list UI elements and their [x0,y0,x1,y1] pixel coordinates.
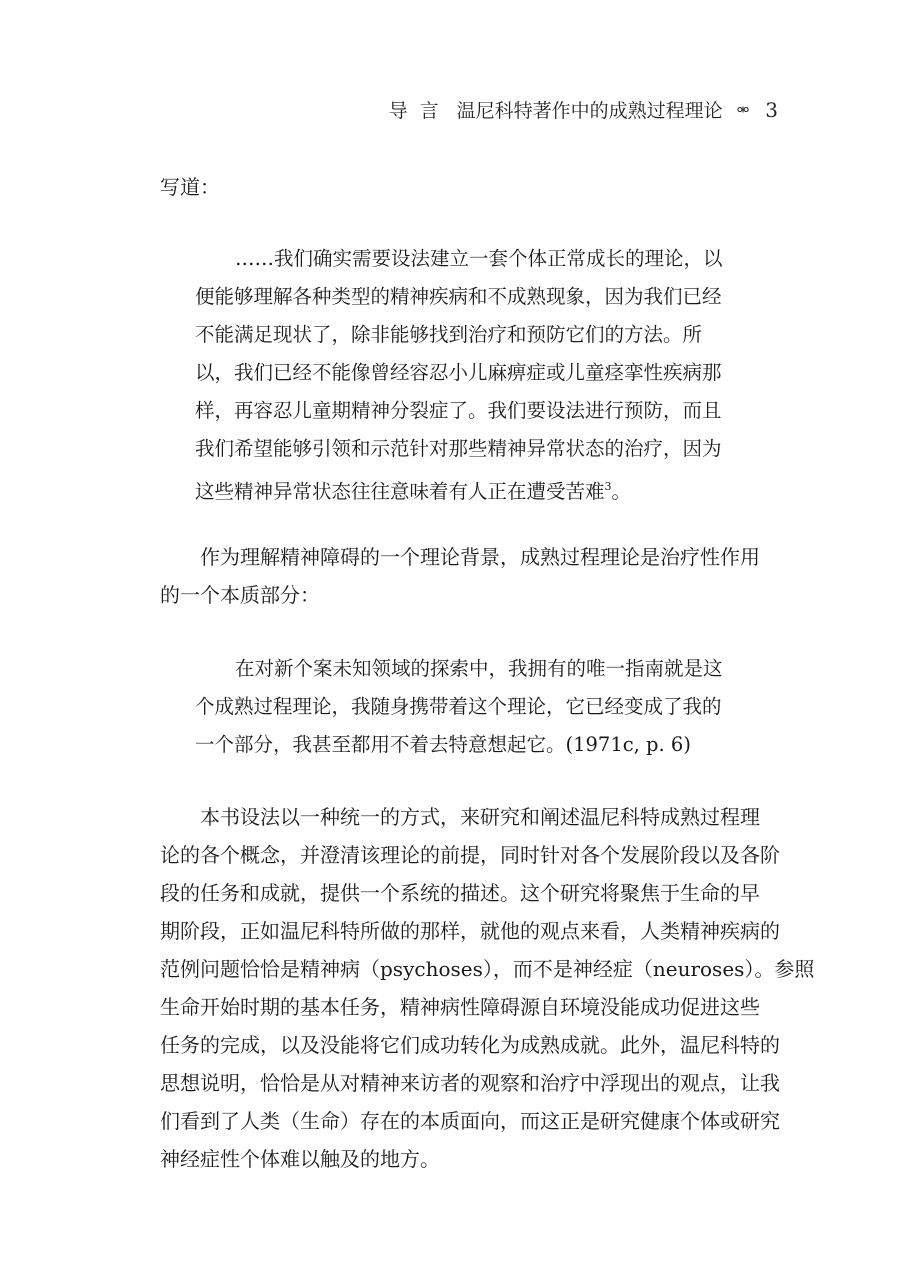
quote-line-text: 这些精神异常状态往往意味着有人正在遭受苦难 [195,480,605,503]
block-quote-2 [195,650,735,764]
page-number: 3 [765,97,778,122]
quote-line: 在对新个案未知领域的探索中，我拥有的唯一指南就是这 [235,657,723,680]
quote-line: 以，我们已经不能像曾经容忍小儿麻痹症或儿童痉挛性疾病那 [195,361,722,384]
paragraph-2 [160,798,815,1178]
quote-line: 不能满足现状了，除非能够找到治疗和预防它们的方法。所 [195,323,703,346]
quote-line: 我们希望能够引领和示范针对那些精神异常状态的治疗，因为 [195,437,722,460]
quote-line: 个成熟过程理论，我随身携带着这个理论，它已经变成了我的 [195,695,722,718]
header-chapter-title: 温尼科特著作中的成熟过程理论 [456,100,723,122]
quote-line: ……我们确实需要设法建立一套个体正常成长的理论，以 [235,247,723,270]
paragraph-line: 段的任务和成就，提供一个系统的描述。这个研究将聚焦于生命的早 [160,881,760,905]
paragraph-line: 神经症性个体难以触及的地方。 [160,1147,440,1171]
quote-line: 样，再容忍儿童期精神分裂症了。我们要设法进行预防，而且 [195,399,722,422]
quote-line: 一个部分，我甚至都用不着去特意想起它。(1971c, p. 6) [195,733,691,756]
running-header [389,96,778,123]
paragraph-1 [160,538,780,614]
ornament-icon: ⚮ [736,100,750,119]
paragraph-line: 范例问题恰恰是精神病（psychoses），而不是神经症（neuroses）。参照 [160,957,815,981]
paragraph-line: 任务的完成，以及没能将它们成功转化为成熟成就。此外，温尼科特的 [160,1033,780,1057]
header-section-label: 导言 [388,100,451,122]
footnote-reference[interactable]: 3 [604,480,612,493]
paragraph-line: 的一个本质部分： [160,583,320,607]
paragraph-line: 生命开始时期的基本任务，精神病性障碍源自环境没能成功促进这些 [160,995,760,1019]
paragraph-line: 期阶段，正如温尼科特所做的那样，就他的观点来看，人类精神疾病的 [160,919,780,943]
paragraph-line: 们看到了人类（生命）存在的本质面向，而这正是研究健康个体或研究 [160,1109,780,1133]
paragraph-line: 论的各个概念，并澄清该理论的前提，同时针对各个发展阶段以及各阶 [160,843,780,867]
intro-line: 写道： [160,175,220,199]
quote-line-last [195,468,735,506]
quote-line: 便能够理解各种类型的精神疾病和不成熟现象，因为我们已经 [195,285,722,308]
paragraph-line: 作为理解精神障碍的一个理论背景，成熟过程理论是治疗性作用 [200,545,760,569]
paragraph-line: 思想说明，恰恰是从对精神来访者的观察和治疗中浮现出的观点，让我 [160,1071,780,1095]
paragraph-line: 本书设法以一种统一的方式，来研究和阐述温尼科特成熟过程理 [200,805,760,829]
quote-end-punct: 。 [611,480,632,503]
block-quote-1 [195,240,735,506]
